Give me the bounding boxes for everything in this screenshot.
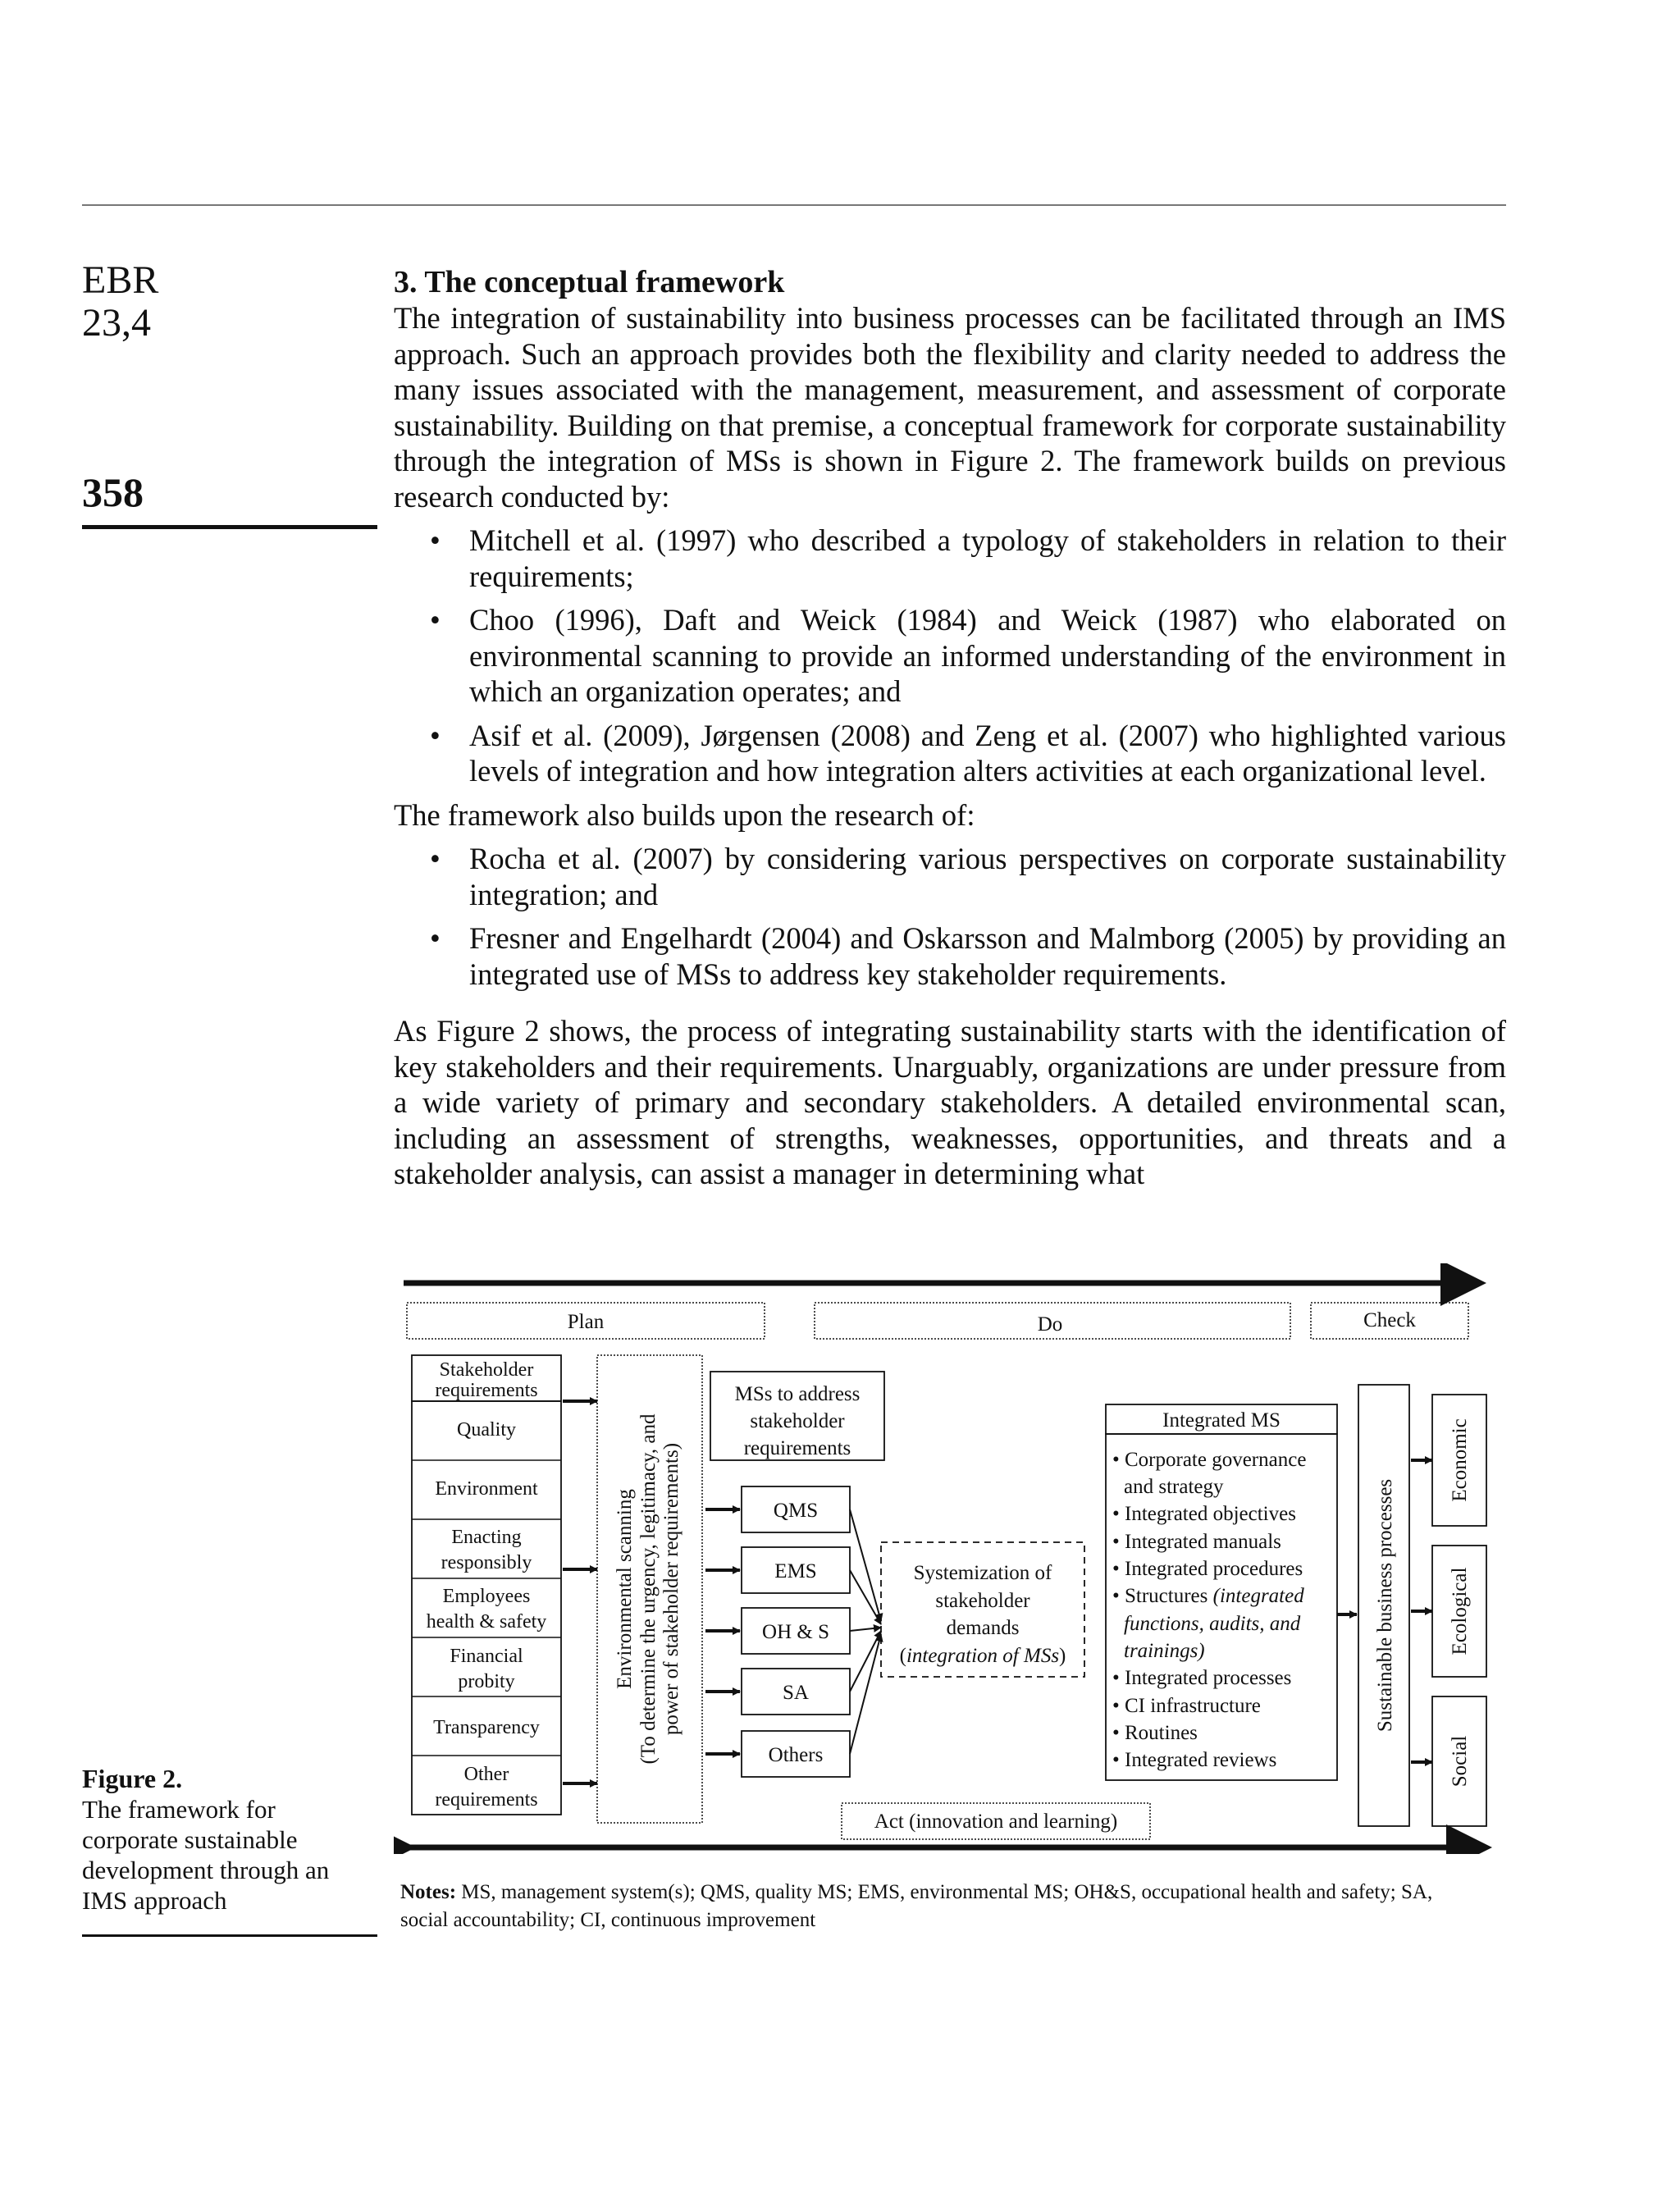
figure-caption-text: The framework for corporate sustainable development through an IMS approach	[82, 1795, 330, 1915]
list-item-text: Asif et al. (2009), Jørgensen (2008) and Zeng et al. (2007) who highlighted various levels of integration and how integration alters activities at each organizational level.	[469, 718, 1506, 788]
margin-rule	[82, 525, 377, 529]
list-item-text: Choo (1996), Daft and Weick (1984) and Weick (1987) who elaborated on environmental scanning to provide an informed understanding of the environment in which an organization operates; and	[469, 603, 1506, 708]
integrated-item: functions, audits, and	[1124, 1613, 1301, 1635]
phase-do	[815, 1303, 1290, 1339]
sustainable-processes-label: Sustainable business processes	[1374, 1478, 1396, 1733]
sustainable-processes-box	[1358, 1385, 1409, 1826]
paragraph: The integration of sustainability into business processes can be facilitated through an IMS approach. Such an approach provides both the flexibility and clarity needed to address the many issues associated with the management, measurement, and assessment of corporate sustainability. Building on that premise, a conceptual framework for corporate sustainability through the integration of MSs is shown in Figure 2. The framework builds on previous research conducted by:	[394, 301, 1506, 514]
list-item-text: Mitchell et al. (1997) who described a typology of stakeholders in relation to their requirements;	[469, 523, 1506, 593]
journal-id	[82, 259, 377, 345]
stakeholder-column	[412, 1355, 561, 1815]
ms-header-line: stakeholder	[750, 1410, 845, 1432]
phase-act-label: Act (innovation and learning)	[874, 1811, 1118, 1833]
journal-volume: 23,4	[82, 301, 151, 345]
outcome-ecological	[1432, 1546, 1486, 1677]
body-text	[394, 264, 1506, 1192]
notes-label: Notes:	[400, 1881, 457, 1903]
list-item: • Fresner and Engelhardt (2004) and Oskarsson and Malmborg (2005) by providing an integrated use of MSs to address key stakeholder requirements.	[430, 921, 1506, 991]
ms-header-box	[710, 1372, 884, 1460]
outcome-social-label: Social	[1449, 1735, 1471, 1788]
page-number: 358	[82, 469, 144, 515]
integrated-item-italic: (integrated	[1212, 1585, 1304, 1607]
integrated-item: • Integrated reviews	[1112, 1749, 1277, 1771]
outcome-social	[1432, 1696, 1486, 1826]
systemization-italic: integration of MSs	[906, 1645, 1060, 1667]
outcome-economic	[1432, 1395, 1486, 1526]
bullet-list	[394, 841, 1506, 992]
ms-item-ohs: OH & S	[762, 1621, 829, 1643]
stakeholder-enacting-line2: responsibly	[441, 1552, 532, 1573]
section-heading: 3. The conceptual framework	[394, 265, 785, 299]
journal-name: EBR	[82, 258, 159, 302]
stakeholder-quality: Quality	[457, 1419, 516, 1441]
list-item: • Rocha et al. (2007) by considering various perspectives on corporate sustainability integration; and	[430, 842, 1506, 911]
systemization-line: demands	[946, 1617, 1020, 1639]
figure-notes	[400, 1879, 1467, 1934]
outcome-ecological-label: Ecological	[1449, 1567, 1471, 1655]
systemization-line: stakeholder	[935, 1590, 1030, 1612]
stakeholder-employees-line2: health & safety	[426, 1611, 547, 1632]
scanning-subtitle: (To determine the urgency, legitimacy, and	[637, 1413, 660, 1765]
list-item: • Mitchell et al. (1997) who described a typology of stakeholders in relation to their requirements;	[430, 523, 1506, 593]
integrated-item: and strategy	[1124, 1476, 1224, 1498]
stakeholder-other-line2: requirements	[435, 1789, 538, 1811]
integrated-item-structures	[1112, 1585, 1304, 1607]
stakeholder-financial: Financial	[450, 1646, 523, 1667]
systemization-line: Systemization of	[913, 1562, 1052, 1584]
stakeholder-header-line: Stakeholder	[439, 1359, 534, 1381]
top-rule	[82, 204, 1506, 206]
scanning-subtitle-line2: power of stakeholder requirements)	[660, 1442, 682, 1736]
list-item-text: Rocha et al. (2007) by considering various perspectives on corporate sustainability integration; and	[469, 842, 1506, 911]
stakeholder-financial-line2: probity	[458, 1671, 515, 1692]
integrated-item: • Integrated objectives	[1112, 1503, 1296, 1525]
notes-text: MS, management system(s); QMS, quality MS; EMS, environmental MS; OH&S, occupational health and safety; SA, social accountability; CI, continuous improvement	[400, 1881, 1433, 1931]
phase-check-label: Check	[1363, 1309, 1416, 1331]
integrated-ms-box	[1106, 1404, 1337, 1780]
stakeholder-environment: Environment	[435, 1478, 538, 1500]
ms-items	[705, 1486, 881, 1777]
framework-figure	[394, 1263, 1509, 1854]
ms-item-ems: EMS	[774, 1560, 817, 1582]
ms-header-line: requirements	[743, 1437, 851, 1459]
integrated-item: • Structures	[1112, 1585, 1208, 1607]
ms-item-qms: QMS	[773, 1500, 819, 1522]
integrated-item: trainings)	[1124, 1640, 1205, 1662]
integrated-item: • CI infrastructure	[1112, 1695, 1261, 1717]
figure-label: Figure 2.	[82, 1764, 183, 1793]
phase-do-label: Do	[1037, 1313, 1063, 1336]
stakeholder-other: Other	[463, 1764, 509, 1785]
integrated-item: • Integrated manuals	[1112, 1531, 1281, 1553]
stakeholder-transparency: Transparency	[433, 1717, 540, 1738]
ms-item-others: Others	[768, 1744, 824, 1766]
phase-plan-label: Plan	[567, 1311, 605, 1333]
paragraph: The framework also builds upon the research of:	[394, 797, 975, 832]
scanning-box	[597, 1355, 702, 1823]
bullet-list	[394, 523, 1506, 789]
figure-caption	[82, 1764, 361, 1916]
ms-header-line: MSs to address	[734, 1383, 861, 1405]
paragraph: As Figure 2 shows, the process of integrating sustainability starts with the identification of key stakeholders and their requirements. Unarguably, organizations are under pressure from a wide variety of primary and secondary stakeholders. A detailed environmental scan, including an assessment of strengths, weaknesses, opportunities, and threats and a stakeholder analysis, can assist a manager in determining what	[394, 1014, 1506, 1190]
phase-plan	[407, 1303, 765, 1339]
phase-check	[1311, 1303, 1468, 1339]
phase-act	[842, 1803, 1150, 1839]
list-item-text: Fresner and Engelhardt (2004) and Oskarsson and Malmborg (2005) by providing an integrated use of MSs to address key stakeholder requirements.	[469, 921, 1506, 991]
integrated-item: • Routines	[1112, 1722, 1198, 1744]
outcome-economic-label: Economic	[1449, 1418, 1471, 1502]
stakeholder-enacting: Enacting	[451, 1527, 522, 1548]
stakeholder-employees: Employees	[442, 1586, 531, 1607]
scanning-title: Environmental scanning	[614, 1489, 636, 1689]
systemization-italic-line: (integration of MSs)	[899, 1645, 1066, 1667]
caption-rule	[82, 1934, 377, 1937]
ms-item-sa: SA	[783, 1682, 809, 1704]
list-item: • Asif et al. (2009), Jørgensen (2008) and Zeng et al. (2007) who highlighted various levels of integration and how integration alters activities at each organizational level.	[430, 718, 1506, 788]
integrated-ms-title: Integrated MS	[1162, 1409, 1281, 1432]
stakeholder-header-line: requirements	[435, 1380, 538, 1401]
list-item: • Choo (1996), Daft and Weick (1984) and Weick (1987) who elaborated on environmental scanning to provide an informed understanding of the environment in which an organization operates; and	[430, 603, 1506, 708]
integrated-item: • Integrated procedures	[1112, 1558, 1303, 1580]
systemization-box	[881, 1542, 1084, 1677]
integrated-item: • Integrated processes	[1112, 1667, 1292, 1689]
integrated-item: • Corporate governance	[1112, 1449, 1307, 1471]
